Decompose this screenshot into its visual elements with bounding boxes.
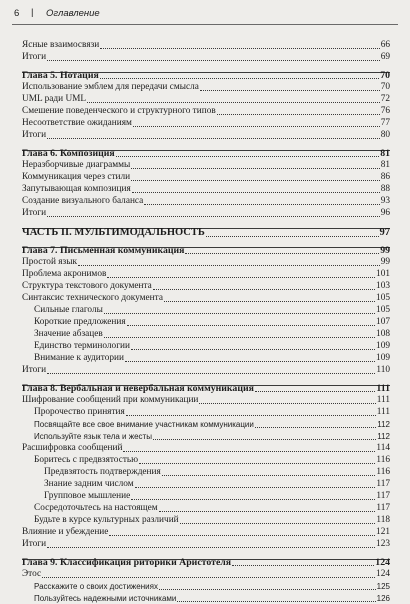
toc-entry-title: Боритесь с предвзятостью (34, 455, 139, 465)
toc-entry-title: Глава 5. Нотация (22, 70, 99, 81)
toc-page-number: 70 (380, 82, 390, 92)
toc-page-number: 111 (376, 407, 390, 417)
dot-leader (131, 172, 380, 181)
dot-leader (180, 515, 376, 524)
toc-entry-title: Предвзятость подтверждения (44, 467, 161, 477)
dot-leader (153, 281, 375, 290)
dot-leader (78, 257, 380, 266)
toc-page-number: 118 (376, 515, 390, 525)
toc-entry (22, 257, 390, 268)
toc-entry-title: Значение абзацев (34, 329, 103, 339)
dot-leader (123, 443, 375, 452)
toc-page-number: 116 (376, 455, 390, 465)
toc-entry (22, 172, 390, 183)
dot-leader (127, 317, 375, 326)
toc-page-number: 99 (380, 257, 390, 267)
dot-leader (139, 455, 375, 464)
running-header (12, 6, 398, 22)
dot-leader (87, 94, 380, 103)
dot-leader (159, 503, 376, 512)
dot-leader (185, 245, 379, 254)
dot-leader (104, 329, 375, 338)
dot-leader (131, 491, 375, 500)
toc-entry-title: Проблема акронимов (22, 269, 107, 279)
toc-entry-title: Сосредоточьтесь на настоящем (34, 503, 158, 513)
toc-entry-title: Запутывающая композиция (22, 184, 131, 194)
toc-entry-title: Расскажите о своих достижениях (34, 582, 158, 591)
toc-entry (22, 196, 390, 207)
toc-chapter (22, 148, 390, 159)
toc-entry (22, 52, 390, 63)
toc-page-number: 77 (380, 118, 390, 128)
toc-page-number: 97 (379, 227, 390, 238)
toc-entry-title: Влияние и убеждение (22, 527, 109, 537)
toc-page-number: 116 (376, 467, 390, 477)
toc-page-number: 111 (376, 395, 390, 405)
toc-chapter (22, 245, 390, 256)
toc-entry (22, 281, 390, 292)
toc-page-number: 103 (376, 281, 390, 291)
toc-entry (34, 515, 390, 526)
toc-entry-title: Единство терминологии (34, 341, 130, 351)
toc-page-number: 105 (376, 293, 390, 303)
toc-entry (34, 581, 390, 592)
toc-entry (22, 365, 390, 376)
toc-page-number: 125 (376, 582, 390, 591)
toc-chapter (22, 70, 390, 81)
toc-page-number: 105 (376, 305, 390, 315)
toc-entry (34, 455, 390, 466)
toc-page-number: 123 (376, 539, 390, 549)
toc-entry (22, 395, 390, 406)
dot-leader (132, 184, 380, 193)
toc-entry-title: Глава 7. Письменная коммуникация (22, 245, 185, 256)
toc-entry (22, 208, 390, 219)
toc-entry (34, 341, 390, 352)
toc-page-number: 96 (380, 208, 390, 218)
toc-page-number: 108 (376, 329, 390, 339)
toc-page-number: 101 (376, 269, 390, 279)
dot-leader (199, 395, 375, 404)
dot-leader (116, 148, 380, 157)
toc-entry-title: Расшифровка сообщений (22, 443, 123, 453)
toc-entry (22, 269, 390, 280)
toc-page-number: 121 (376, 527, 390, 537)
toc-entry-title: Создание визуального баланса (22, 196, 144, 206)
toc-page-number: 112 (377, 420, 390, 429)
toc-entry (22, 569, 390, 580)
toc-entry (22, 293, 390, 304)
page-number: 6 (14, 8, 20, 19)
toc-entry-title: Ясные взаимосвязи (22, 40, 100, 50)
header-rule (12, 24, 398, 25)
toc-entry-title: Групповое мышление (44, 491, 131, 501)
toc-entry (34, 407, 390, 418)
toc-entry-title: Этос (22, 569, 42, 579)
toc-page-number: 80 (380, 130, 390, 140)
dot-leader (131, 160, 379, 169)
toc-entry-title: Короткие предложения (34, 317, 126, 327)
toc-page-number: 117 (376, 491, 390, 501)
toc-entry-title: ЧАСТЬ II. МУЛЬТИМОДАЛЬНОСТЬ (22, 227, 205, 238)
dot-leader (133, 118, 380, 127)
toc-page-number: 69 (380, 52, 390, 62)
toc-chapter (22, 383, 390, 394)
toc-entry (22, 94, 390, 105)
header-separator: | (31, 7, 34, 18)
toc-entry-title: Будьте в курсе культурных различий (34, 515, 179, 525)
toc-page-number: 99 (380, 245, 390, 256)
toc-entry (44, 491, 390, 502)
toc-page-number: 76 (380, 106, 390, 116)
toc-entry-title: Глава 9. Классификация риторики Аристотеля (22, 557, 232, 568)
dot-leader (100, 70, 379, 79)
dot-leader (125, 353, 375, 362)
toc-page-number: 124 (375, 557, 390, 568)
toc-page-number: 109 (376, 353, 390, 363)
dot-leader (164, 293, 375, 302)
toc-entry (22, 443, 390, 454)
toc-entry-title: Итоги (22, 130, 47, 140)
toc-page-number: 117 (376, 479, 390, 489)
toc-page-number: 107 (376, 317, 390, 327)
toc-entry (34, 353, 390, 364)
toc-page-number: 124 (376, 569, 390, 579)
dot-leader (200, 82, 380, 91)
dot-leader (47, 130, 380, 139)
dot-leader (109, 527, 375, 536)
toc-entry-title: Пророчество принятия (34, 407, 125, 417)
toc-entry-title: Структура текстового документа (22, 281, 152, 291)
toc-entry (22, 40, 390, 51)
toc-entry (34, 431, 390, 442)
dot-leader (232, 557, 374, 566)
dot-leader (217, 106, 380, 115)
toc-entry-title: Шифрование сообщений при коммуникации (22, 395, 199, 405)
toc-entry-title: Внимание к аудитории (34, 353, 124, 363)
toc-page-number: 86 (380, 172, 390, 182)
dot-leader (153, 431, 376, 440)
dot-leader (162, 467, 376, 476)
toc-entry-title: UML ради UML (22, 94, 87, 104)
toc-entry-title: Глава 6. Композиция (22, 148, 115, 159)
toc-page-number: 111 (376, 383, 390, 394)
toc-page-number: 114 (376, 443, 390, 453)
toc-entry-title: Итоги (22, 365, 47, 375)
toc-entry (22, 130, 390, 141)
dot-leader (47, 539, 375, 548)
dot-leader (126, 407, 376, 416)
toc-entry-title: Используйте язык тела и жесты (34, 432, 152, 441)
toc-page-number: 93 (380, 196, 390, 206)
toc-entry-title: Простой язык (22, 257, 77, 267)
toc-entry (22, 184, 390, 195)
toc-entry (22, 160, 390, 171)
dot-leader (144, 196, 379, 205)
dot-leader (100, 40, 379, 49)
toc-entry-title: Синтаксис технического документа (22, 293, 163, 303)
dot-leader (177, 593, 375, 602)
toc-entry (44, 467, 390, 478)
toc-entry-title: Посвящайте все свое внимание участникам коммуникации (34, 420, 254, 429)
toc-entry (34, 593, 390, 604)
toc-entry-title: Сильные глаголы (34, 305, 103, 315)
toc-page-number: 66 (380, 40, 390, 50)
toc-entry-title: Итоги (22, 208, 47, 218)
header-title: Оглавление (46, 8, 100, 19)
toc-entry (22, 82, 390, 93)
toc-page-number: 88 (380, 184, 390, 194)
toc-entry (34, 419, 390, 430)
toc-chapter (22, 557, 390, 568)
toc-entry (34, 503, 390, 514)
dot-leader (255, 419, 376, 428)
dot-leader (104, 305, 375, 314)
dot-leader (47, 365, 375, 374)
dot-leader (42, 569, 375, 578)
dot-leader (159, 581, 376, 590)
toc-entry (22, 527, 390, 538)
toc-page-number: 70 (380, 70, 390, 81)
dot-leader (47, 52, 380, 61)
toc-page-number: 110 (376, 365, 390, 375)
toc-entry (34, 317, 390, 328)
toc-page-number: 126 (376, 594, 390, 603)
toc-entry-title: Глава 8. Вербальная и невербальная коммуникация (22, 383, 254, 394)
dot-leader (47, 208, 380, 217)
toc-page-number: 72 (380, 94, 390, 104)
toc-entry (22, 539, 390, 550)
dot-leader (206, 226, 379, 237)
toc-entry (22, 106, 390, 117)
toc-entry (22, 118, 390, 129)
toc-entry-title: Коммуникация через стили (22, 172, 131, 182)
dot-leader (107, 269, 375, 278)
toc-entry-title: Итоги (22, 539, 47, 549)
toc-entry-title: Использование эмблем для передачи смысла (22, 82, 199, 92)
dot-leader (135, 479, 376, 488)
toc-entry-title: Знание задним числом (44, 479, 134, 489)
toc-entry (34, 305, 390, 316)
toc-entry-title: Неразборчивые диаграммы (22, 160, 131, 170)
dot-leader (131, 341, 375, 350)
toc-page-number: 112 (377, 432, 390, 441)
toc-entry (34, 329, 390, 340)
toc-entry (44, 479, 390, 490)
toc-entry-title: Пользуйтесь надежными источниками (34, 594, 177, 603)
toc-page-number: 117 (376, 503, 390, 513)
toc-entry-title: Итоги (22, 52, 47, 62)
toc-entry-title: Несоответствие ожиданиям (22, 118, 132, 128)
toc-page-number: 109 (376, 341, 390, 351)
toc-part (22, 226, 390, 239)
toc-page-number: 81 (380, 160, 390, 170)
dot-leader (255, 383, 375, 392)
toc-entry-title: Смешение поведенческого и структурного типов (22, 106, 216, 116)
toc-page-number: 81 (380, 148, 390, 159)
